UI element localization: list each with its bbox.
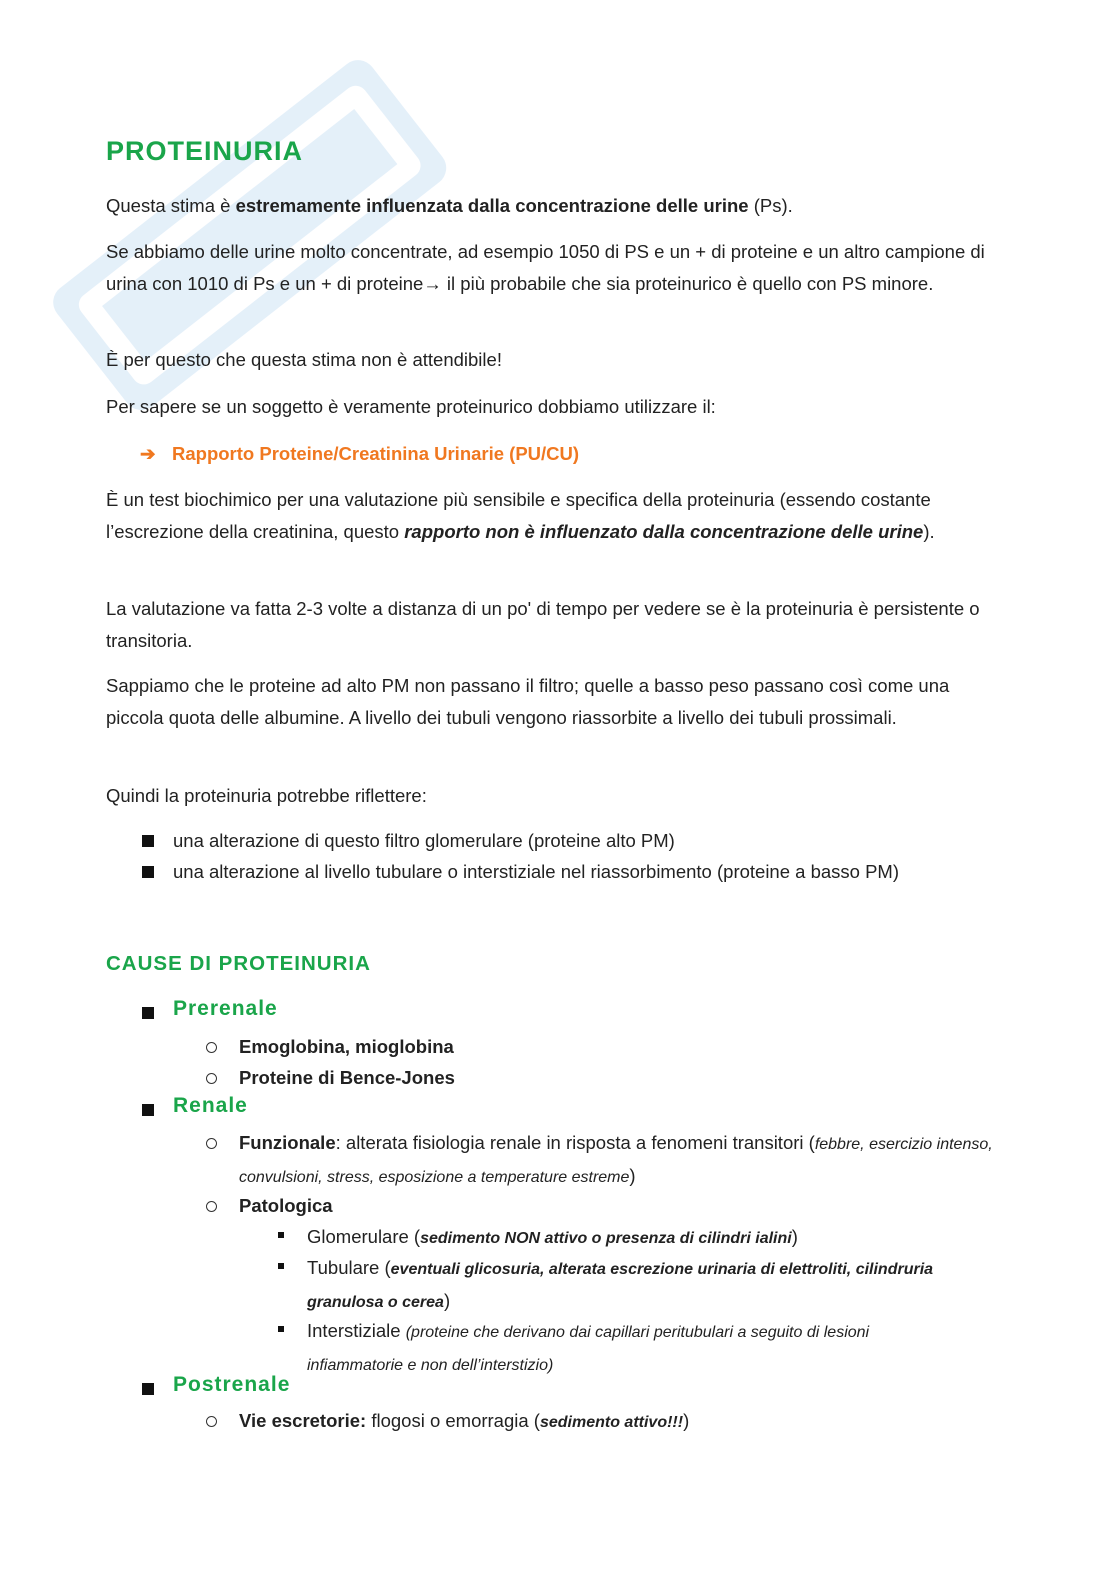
paragraph-5: È un test biochimico per una valutazione più sensibile e specifica della proteinuria (essendo costante l’escrezione della creatinina, questo rapporto non è influenzato dalla concentrazione delle urine). xyxy=(106,489,935,542)
arrow-item: ➔ Rapporto Proteine/Creatinina Urinarie (PU/CU) xyxy=(140,438,579,469)
category-prerenale: Prerenale xyxy=(173,997,278,1020)
bullet-square-icon xyxy=(142,835,154,847)
category-postrenale: Postrenale xyxy=(173,1373,291,1396)
page-title: PROTEINURIA xyxy=(106,136,304,166)
paragraph-7: Sappiamo che le proteine ad alto PM non passano il filtro; quelle a basso peso passano così come una piccola quota delle albumine. A livello dei tubuli vengono riassorbite a livello dei tubuli prossimali. xyxy=(106,675,950,728)
list-item: Proteine di Bence-Jones xyxy=(239,1067,455,1088)
list-item-glomerulare: Glomerulare (sedimento NON attivo o presenza di cilindri ialini) xyxy=(307,1226,798,1247)
list-item-funzionale: Funzionale: alterata fisiologia renale in risposta a fenomeni transitori (febbre, esercizio intenso, convulsioni, stress, esposizione a temperature estreme) xyxy=(239,1132,993,1186)
paragraph-2: Se abbiamo delle urine molto concentrate, ad esempio 1050 di PS e un + di proteine e un altro campione di urina con 1010 di Ps e un + di proteine→ il più probabile che sia proteinurico è quello con PS minore. xyxy=(106,241,985,294)
bullet-square-icon xyxy=(142,866,154,878)
list-item-tubulare: Tubulare (eventuali glicosuria, alterata escrezione urinaria di elettroliti, cilindruria granulosa o cerea) xyxy=(307,1257,934,1311)
bullet-circle-icon xyxy=(206,1416,217,1427)
paragraph-3: È per questo che questa stima non è attendibile! xyxy=(106,349,502,370)
paragraph-1: Questa stima è estremamente influenzata dalla concentrazione delle urine (Ps). xyxy=(106,195,793,216)
list-item: una alterazione al livello tubulare o interstiziale nel riassorbimento (proteine a basso PM) xyxy=(173,861,899,882)
paragraph-4: Per sapere se un soggetto è veramente proteinurico dobbiamo utilizzare il: xyxy=(106,396,716,417)
bullet-square-icon xyxy=(142,1383,154,1395)
list-item: Emoglobina, mioglobina xyxy=(239,1036,454,1057)
arrow-right-icon: ➔ xyxy=(140,443,156,464)
paragraph-6: La valutazione va fatta 2-3 volte a distanza di un po' di tempo per vedere se è la proteinuria è persistente o transitoria. xyxy=(106,598,980,651)
bullet-small-square-icon xyxy=(278,1263,284,1269)
list-item-patologica: Patologica xyxy=(239,1195,333,1216)
list-item-vie-escretorie: Vie escretorie: flogosi o emorragia (sedimento attivo!!!) xyxy=(239,1410,690,1431)
bullet-circle-icon xyxy=(206,1042,217,1053)
section-heading: CAUSE DI PROTEINURIA xyxy=(106,952,371,975)
list-item-interstiziale: Interstiziale (proteine che derivano dai capillari peritubulari a seguito di lesioni infiammatorie e non dell’interstizio) xyxy=(307,1320,870,1374)
category-renale: Renale xyxy=(173,1094,248,1117)
bullet-square-icon xyxy=(142,1007,154,1019)
list-item: una alterazione di questo filtro glomerulare (proteine alto PM) xyxy=(173,830,675,851)
bullet-small-square-icon xyxy=(278,1232,284,1238)
bullet-square-icon xyxy=(142,1104,154,1116)
bullet-circle-icon xyxy=(206,1138,217,1149)
bullet-circle-icon xyxy=(206,1201,217,1212)
paragraph-8: Quindi la proteinuria potrebbe riflettere: xyxy=(106,785,427,806)
bullet-circle-icon xyxy=(206,1073,217,1084)
bullet-small-square-icon xyxy=(278,1326,284,1332)
